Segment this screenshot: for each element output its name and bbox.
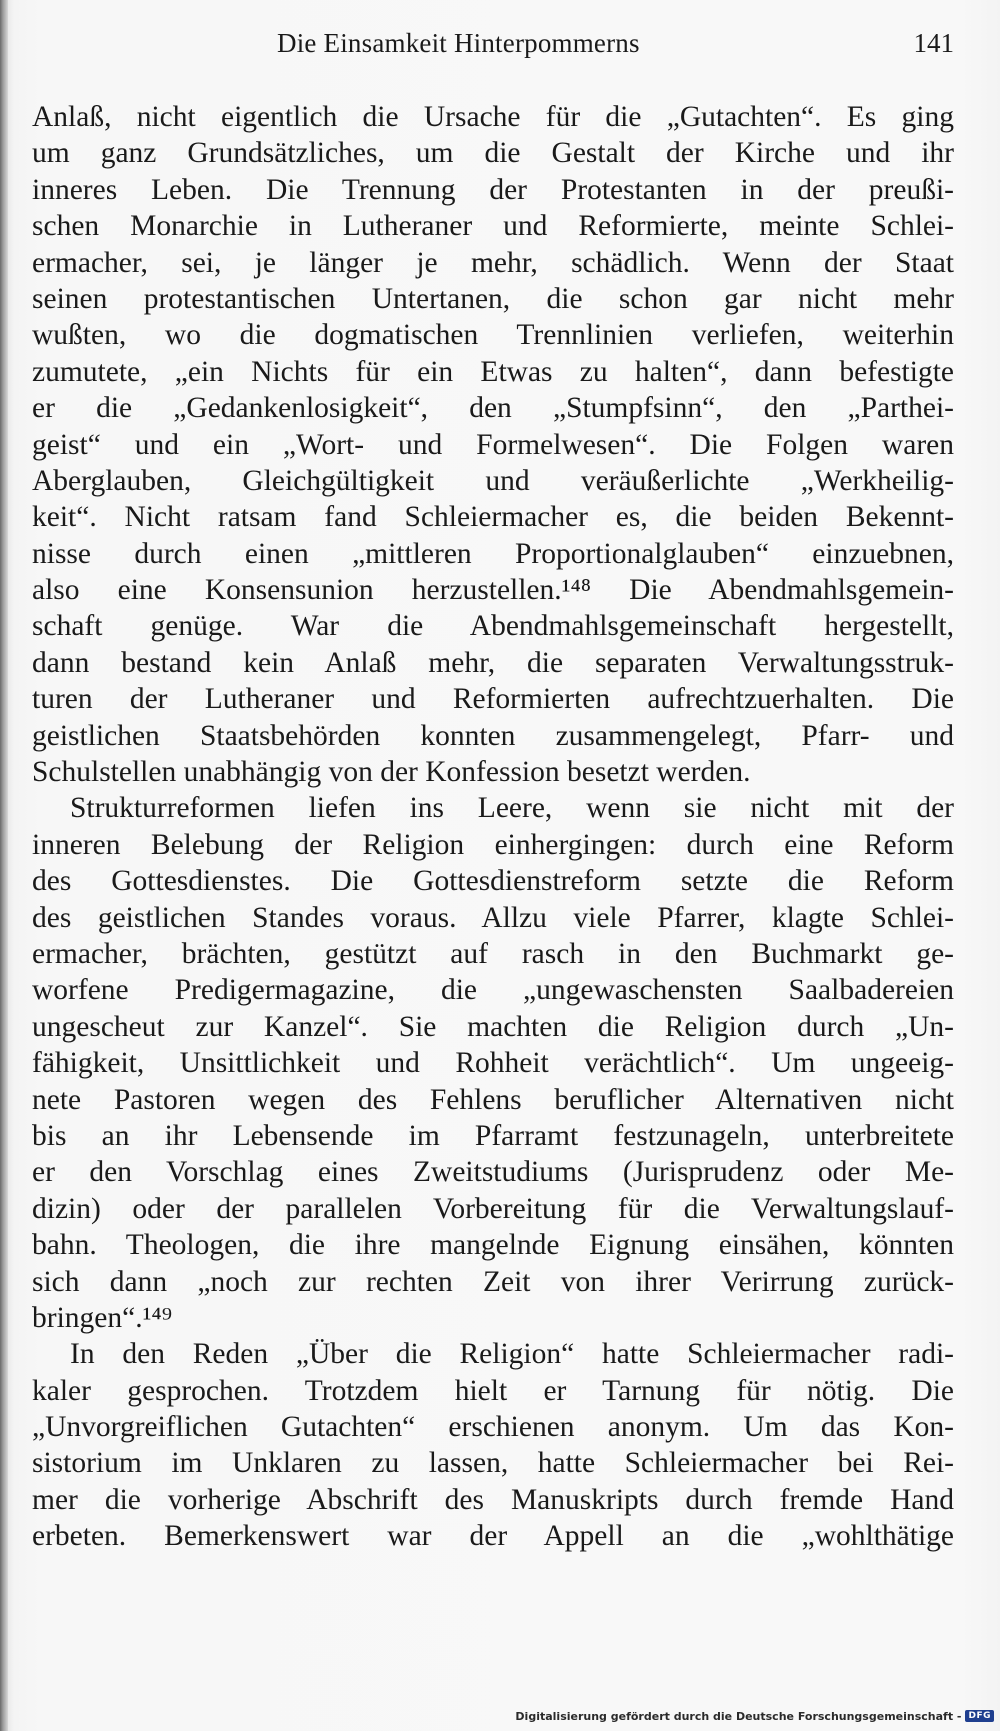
text-line: „Unvorgreiflichen Gutachten“ erschienen anonym. Um das Kon-: [32, 1411, 954, 1444]
text-line: sich dann „noch zur rechten Zeit von ihrer Verirrung zurück-: [32, 1265, 954, 1298]
text-line: dizin) oder der parallelen Vorbereitung für die Verwaltungslauf-: [32, 1192, 954, 1225]
digitization-credit: [515, 1707, 994, 1725]
text-line: er die „Gedankenlosigkeit“, den „Stumpfsinn“, den „Parthei-: [32, 392, 954, 425]
text-line: geist“ und ein „Wort- und Formelwesen“. Die Folgen waren: [32, 428, 954, 461]
text-line: sistorium im Unklaren zu lassen, hatte Schleiermacher bei Rei-: [32, 1447, 954, 1480]
text-line: bringen“.¹⁴⁹: [32, 1301, 172, 1334]
text-line: Schulstellen unabhängig von der Konfession besetzt werden.: [32, 756, 751, 789]
text-line: bis an ihr Lebensende im Pfarramt festzunageln, unterbreitete: [32, 1119, 954, 1152]
text-line: nete Pastoren wegen des Fehlens beruflicher Alternativen nicht: [32, 1083, 954, 1116]
text-line: Strukturreformen liefen ins Leere, wenn sie nicht mit der: [70, 792, 954, 825]
text-line: Aberglauben, Gleichgültigkeit und veräußerlichte „Werkheilig-: [32, 464, 954, 497]
text-line: ermacher, sei, je länger je mehr, schädlich. Wenn der Staat: [32, 246, 954, 279]
page-number: 141: [913, 28, 954, 58]
body-text: [32, 99, 954, 1555]
text-line: mer die vorherige Abschrift des Manuskripts durch fremde Hand: [32, 1483, 954, 1516]
text-line: dann bestand kein Anlaß mehr, die separaten Verwaltungsstruk-: [32, 646, 954, 679]
text-line: schaft genüge. War die Abendmahlsgemeinschaft hergestellt,: [32, 610, 954, 643]
text-line: des Gottesdienstes. Die Gottesdienstreform setzte die Reform: [32, 865, 954, 898]
text-line: also eine Konsensunion herzustellen.¹⁴⁸ Die Abendmahlsgemein-: [32, 574, 954, 607]
text-line: bahn. Theologen, die ihre mangelnde Eignung einsähen, könnten: [32, 1229, 954, 1262]
book-spine-edge: [0, 0, 8, 1731]
text-line: ermacher, brächten, gestützt auf rasch in den Buchmarkt ge-: [32, 937, 954, 970]
text-line: In den Reden „Über die Religion“ hatte Schleiermacher radi-: [70, 1338, 954, 1371]
text-line: erbeten. Bemerkenswert war der Appell an die „wohlthätige: [32, 1520, 954, 1553]
text-line: inneren Belebung der Religion einhergingen: durch eine Reform: [32, 828, 954, 861]
text-line: wußten, wo die dogmatischen Trennlinien verliefen, weiterhin: [32, 319, 954, 352]
credit-text: Digitalisierung gefördert durch die Deutsche Forschungsgemeinschaft -: [515, 1709, 962, 1723]
text-line: worfene Predigermagazine, die „ungewaschensten Saalbadereien: [32, 974, 954, 1007]
text-line: um ganz Grundsätzliches, um die Gestalt der Kirche und ihr: [32, 137, 954, 170]
text-line: des geistlichen Standes voraus. Allzu viele Pfarrer, klagte Schlei-: [32, 901, 954, 934]
text-line: inneres Leben. Die Trennung der Protestanten in der preußi-: [32, 173, 954, 206]
text-line: er den Vorschlag eines Zweitstudiums (Jurisprudenz oder Me-: [32, 1156, 954, 1189]
text-line: geistlichen Staatsbehörden konnten zusammengelegt, Pfarr- und: [32, 719, 954, 752]
dfg-logo: DFG: [965, 1710, 994, 1722]
running-head: Die Einsamkeit Hinterpommerns: [277, 28, 640, 58]
text-line: ungescheut zur Kanzel“. Sie machten die Religion durch „Un-: [32, 1010, 954, 1043]
text-line: fähigkeit, Unsittlichkeit und Rohheit verächtlich“. Um ungeeig-: [32, 1047, 954, 1080]
text-line: zumutete, „ein Nichts für ein Etwas zu halten“, dann befestigte: [32, 355, 954, 388]
text-line: schen Monarchie in Lutheraner und Reformierte, meinte Schlei-: [32, 210, 954, 243]
text-line: Anlaß, nicht eigentlich die Ursache für die „Gutachten“. Es ging: [32, 101, 954, 133]
page-header: [32, 24, 954, 68]
text-line: seinen protestantischen Untertanen, die schon gar nicht mehr: [32, 282, 954, 315]
text-line: turen der Lutheraner und Reformierten aufrechtzuerhalten. Die: [32, 683, 954, 716]
text-line: nisse durch einen „mittleren Proportionalglauben“ einzuebnen,: [32, 537, 954, 570]
text-line: kaler gesprochen. Trotzdem hielt er Tarnung für nötig. Die: [32, 1374, 954, 1407]
text-line: keit“. Nicht ratsam fand Schleiermacher es, die beiden Bekennt-: [32, 501, 954, 534]
